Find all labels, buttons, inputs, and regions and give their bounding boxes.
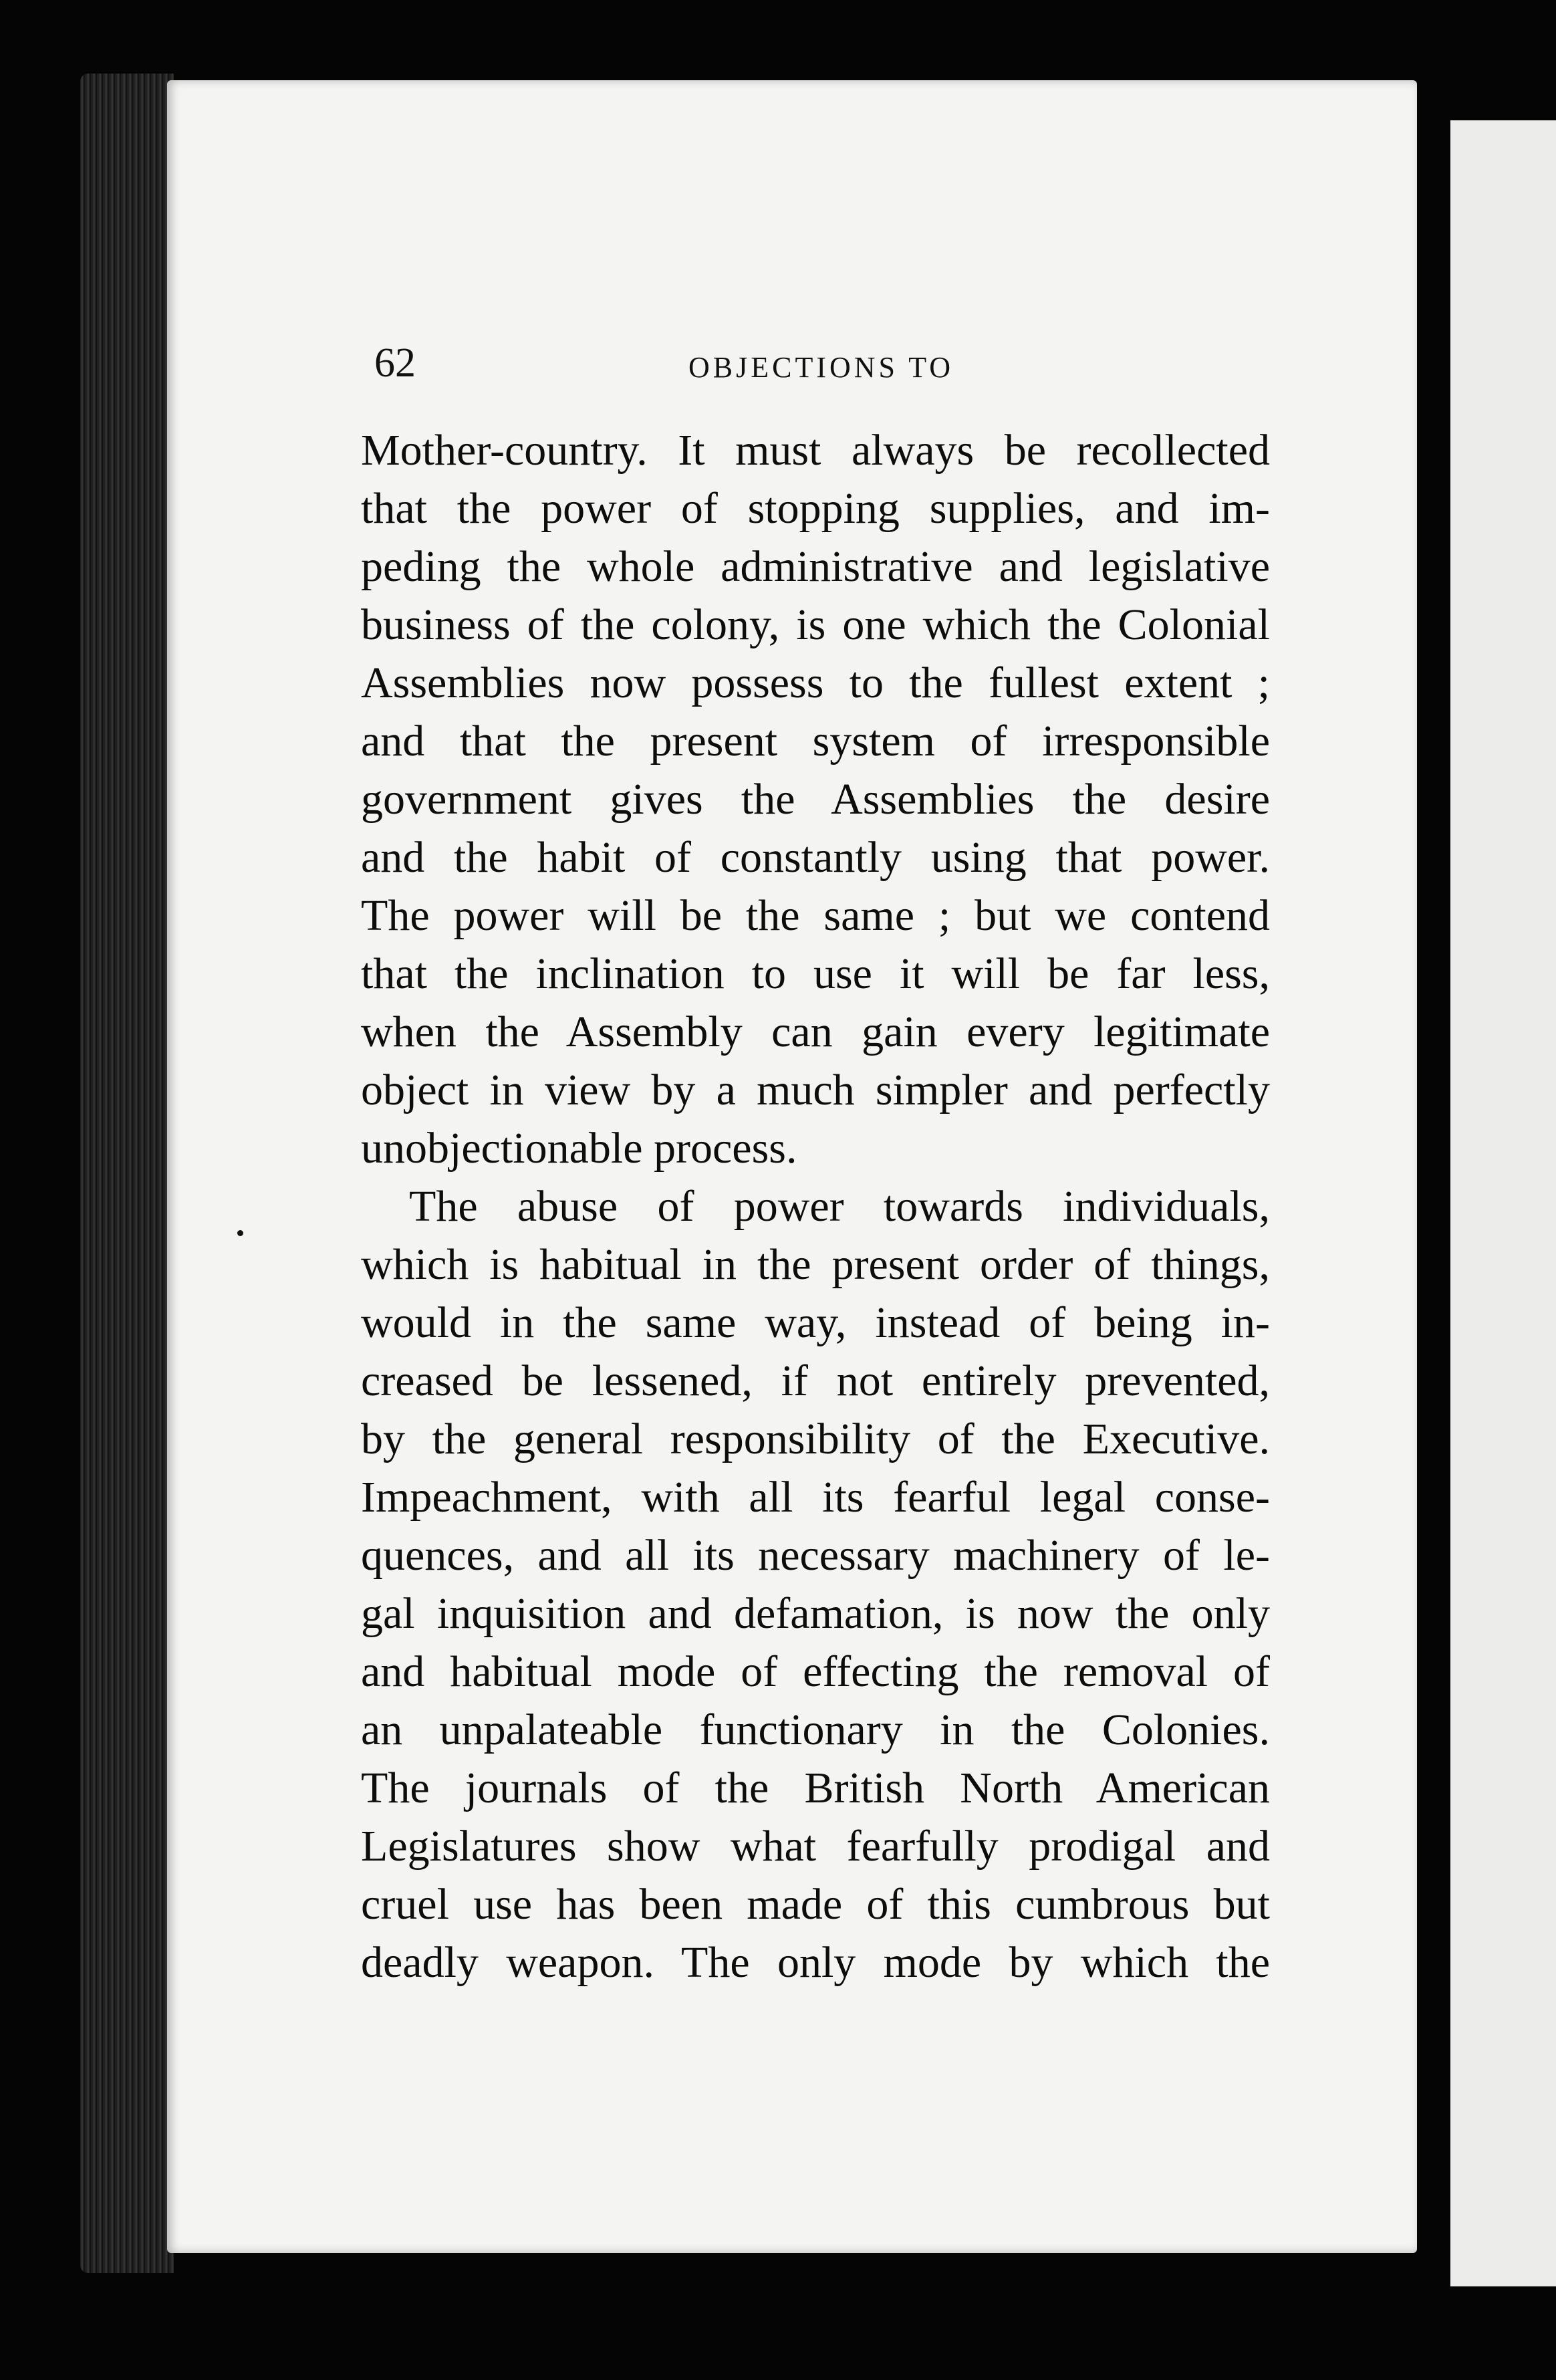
text-line: an unpalateable functionary in the Colonies.: [361, 1705, 1270, 1754]
body-text: [361, 421, 1270, 2052]
text-line: Legislatures show what fearfully prodigal and: [361, 1822, 1270, 1871]
text-line: Assemblies now possess to the fullest extent ;: [361, 659, 1270, 707]
text-line: and habitual mode of effecting the removal of: [361, 1647, 1270, 1696]
running-head: [374, 333, 1297, 400]
text-line: gal inquisition and defamation, is now the only: [361, 1589, 1270, 1638]
text-line: that the power of stopping supplies, and im-: [361, 484, 1270, 533]
text-line: creased be lessened, if not entirely prevented,: [361, 1356, 1270, 1405]
paragraph-2: [361, 1177, 1270, 1992]
facing-page-edge: [1450, 120, 1556, 2286]
text-line: and that the present system of irresponsible: [361, 717, 1270, 765]
text-line: Impeachment, with all its fearful legal conse-: [361, 1473, 1270, 1522]
text-line: unobjectionable process.: [361, 1124, 797, 1173]
text-line: peding the whole administrative and legislative: [361, 542, 1270, 591]
text-line: business of the colony, is one which the Colonial: [361, 600, 1270, 649]
text-line: and the habit of constantly using that power.: [361, 833, 1270, 882]
text-line: Mother-country. It must always be recollected: [361, 426, 1270, 475]
text-line: The power will be the same ; but we contend: [361, 891, 1270, 940]
text-line: by the general responsibility of the Executive.: [361, 1415, 1270, 1463]
text-line: The abuse of power towards individuals,: [409, 1182, 1270, 1231]
text-line: government gives the Assemblies the desire: [361, 775, 1270, 824]
text-line: which is habitual in the present order of things,: [361, 1240, 1270, 1289]
text-line: cruel use has been made of this cumbrous but: [361, 1880, 1270, 1929]
text-line: that the inclination to use it will be far less,: [361, 949, 1270, 998]
book-page-edges: [80, 74, 174, 2273]
paragraph-1: [361, 421, 1270, 1177]
margin-speck: [237, 1230, 243, 1236]
text-line: deadly weapon. The only mode by which the: [361, 1938, 1270, 1987]
page-heading: OBJECTIONS TO: [688, 351, 954, 384]
text-line: The journals of the British North American: [361, 1764, 1270, 1812]
text-line: when the Assembly can gain every legitimate: [361, 1007, 1270, 1056]
text-line: quences, and all its necessary machinery of le-: [361, 1531, 1270, 1580]
page-number: 62: [374, 340, 416, 386]
text-line: object in view by a much simpler and perfectly: [361, 1066, 1270, 1114]
text-line: would in the same way, instead of being in-: [361, 1298, 1270, 1347]
